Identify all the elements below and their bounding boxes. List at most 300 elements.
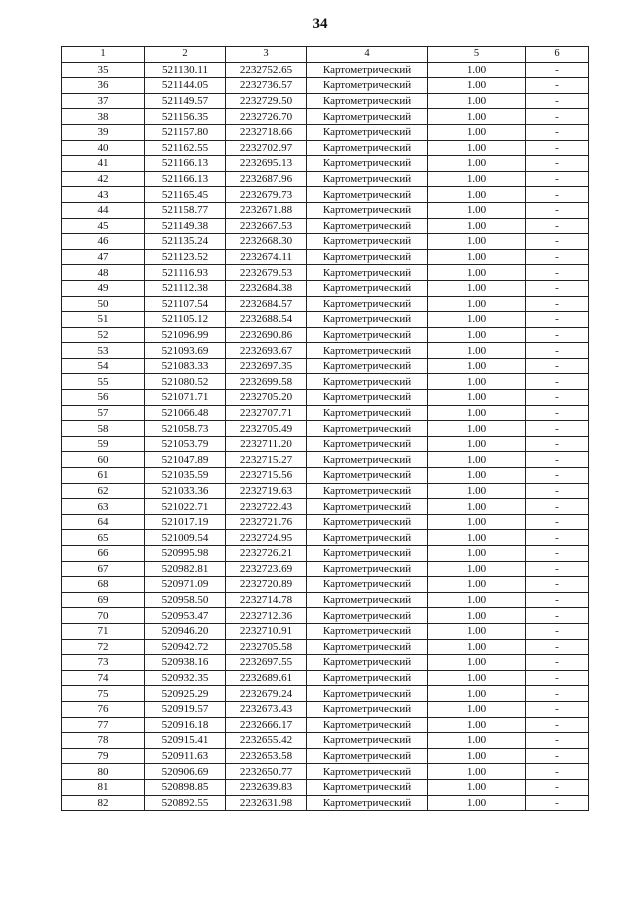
cell-point-number: 46 xyxy=(62,234,145,250)
cell-coord-y: 2232705.58 xyxy=(226,639,307,655)
cell-point-number: 50 xyxy=(62,296,145,312)
cell-note: - xyxy=(526,639,589,655)
cell-accuracy: 1.00 xyxy=(428,764,526,780)
cell-accuracy: 1.00 xyxy=(428,639,526,655)
cell-accuracy: 1.00 xyxy=(428,280,526,296)
cell-method: Картометрический xyxy=(307,514,428,530)
table-row xyxy=(62,374,589,390)
cell-coord-y: 2232693.67 xyxy=(226,343,307,359)
cell-coord-y: 2232707.71 xyxy=(226,405,307,421)
cell-accuracy: 1.00 xyxy=(428,405,526,421)
cell-note: - xyxy=(526,514,589,530)
cell-coord-y: 2232679.24 xyxy=(226,686,307,702)
table-row xyxy=(62,483,589,499)
cell-note: - xyxy=(526,156,589,172)
cell-note: - xyxy=(526,701,589,717)
cell-coord-x: 521053.79 xyxy=(145,436,226,452)
cell-coord-x: 521071.71 xyxy=(145,390,226,406)
cell-accuracy: 1.00 xyxy=(428,171,526,187)
cell-accuracy: 1.00 xyxy=(428,499,526,515)
table-row xyxy=(62,358,589,374)
cell-accuracy: 1.00 xyxy=(428,546,526,562)
table-row xyxy=(62,78,589,94)
cell-coord-y: 2232705.49 xyxy=(226,421,307,437)
cell-note: - xyxy=(526,109,589,125)
cell-coord-x: 521158.77 xyxy=(145,202,226,218)
cell-accuracy: 1.00 xyxy=(428,343,526,359)
cell-method: Картометрический xyxy=(307,234,428,250)
column-header-3: 3 xyxy=(226,47,307,63)
cell-note: - xyxy=(526,577,589,593)
cell-point-number: 70 xyxy=(62,608,145,624)
cell-method: Картометрический xyxy=(307,639,428,655)
table-row xyxy=(62,748,589,764)
cell-accuracy: 1.00 xyxy=(428,436,526,452)
cell-note: - xyxy=(526,62,589,78)
cell-point-number: 36 xyxy=(62,78,145,94)
cell-accuracy: 1.00 xyxy=(428,202,526,218)
cell-coord-y: 2232695.13 xyxy=(226,156,307,172)
table-row xyxy=(62,592,589,608)
cell-accuracy: 1.00 xyxy=(428,234,526,250)
table-row xyxy=(62,764,589,780)
cell-point-number: 51 xyxy=(62,312,145,328)
cell-coord-y: 2232714.78 xyxy=(226,592,307,608)
cell-method: Картометрический xyxy=(307,468,428,484)
cell-coord-y: 2232666.17 xyxy=(226,717,307,733)
cell-coord-x: 521144.05 xyxy=(145,78,226,94)
cell-accuracy: 1.00 xyxy=(428,312,526,328)
cell-method: Картометрический xyxy=(307,171,428,187)
cell-coord-y: 2232719.63 xyxy=(226,483,307,499)
cell-accuracy: 1.00 xyxy=(428,795,526,811)
cell-method: Картометрический xyxy=(307,390,428,406)
cell-note: - xyxy=(526,717,589,733)
cell-accuracy: 1.00 xyxy=(428,701,526,717)
cell-note: - xyxy=(526,327,589,343)
cell-coord-x: 521083.33 xyxy=(145,358,226,374)
cell-method: Картометрический xyxy=(307,187,428,203)
cell-coord-x: 520915.41 xyxy=(145,733,226,749)
cell-note: - xyxy=(526,436,589,452)
table-row xyxy=(62,202,589,218)
cell-coord-y: 2232705.20 xyxy=(226,390,307,406)
cell-accuracy: 1.00 xyxy=(428,655,526,671)
cell-coord-x: 521157.80 xyxy=(145,124,226,140)
cell-note: - xyxy=(526,608,589,624)
cell-method: Картометрический xyxy=(307,701,428,717)
cell-method: Картометрический xyxy=(307,764,428,780)
table-row xyxy=(62,390,589,406)
cell-accuracy: 1.00 xyxy=(428,514,526,530)
cell-method: Картометрический xyxy=(307,733,428,749)
cell-coord-x: 521066.48 xyxy=(145,405,226,421)
table-row xyxy=(62,234,589,250)
column-header-1: 1 xyxy=(62,47,145,63)
cell-method: Картометрический xyxy=(307,436,428,452)
cell-method: Картометрический xyxy=(307,218,428,234)
cell-coord-y: 2232726.21 xyxy=(226,546,307,562)
coordinates-table xyxy=(61,46,589,811)
cell-coord-y: 2232752.65 xyxy=(226,62,307,78)
cell-accuracy: 1.00 xyxy=(428,530,526,546)
cell-coord-x: 521033.36 xyxy=(145,483,226,499)
table-row xyxy=(62,655,589,671)
table-row xyxy=(62,296,589,312)
cell-point-number: 74 xyxy=(62,670,145,686)
cell-point-number: 62 xyxy=(62,483,145,499)
cell-method: Картометрический xyxy=(307,296,428,312)
table-row xyxy=(62,452,589,468)
cell-accuracy: 1.00 xyxy=(428,187,526,203)
cell-accuracy: 1.00 xyxy=(428,577,526,593)
cell-accuracy: 1.00 xyxy=(428,390,526,406)
cell-note: - xyxy=(526,234,589,250)
cell-coord-y: 2232655.42 xyxy=(226,733,307,749)
cell-coord-x: 520932.35 xyxy=(145,670,226,686)
cell-coord-y: 2232679.53 xyxy=(226,265,307,281)
cell-note: - xyxy=(526,546,589,562)
cell-coord-y: 2232688.54 xyxy=(226,312,307,328)
cell-method: Картометрический xyxy=(307,577,428,593)
table-row xyxy=(62,686,589,702)
cell-note: - xyxy=(526,265,589,281)
table-row xyxy=(62,577,589,593)
cell-coord-y: 2232639.83 xyxy=(226,779,307,795)
cell-coord-x: 521166.13 xyxy=(145,156,226,172)
cell-note: - xyxy=(526,140,589,156)
table-row xyxy=(62,623,589,639)
cell-method: Картометрический xyxy=(307,608,428,624)
cell-coord-y: 2232715.27 xyxy=(226,452,307,468)
cell-point-number: 55 xyxy=(62,374,145,390)
cell-method: Картометрический xyxy=(307,405,428,421)
cell-point-number: 61 xyxy=(62,468,145,484)
cell-point-number: 58 xyxy=(62,421,145,437)
cell-accuracy: 1.00 xyxy=(428,296,526,312)
cell-accuracy: 1.00 xyxy=(428,608,526,624)
cell-note: - xyxy=(526,452,589,468)
column-header-2: 2 xyxy=(145,47,226,63)
cell-coord-y: 2232726.70 xyxy=(226,109,307,125)
cell-coord-y: 2232690.86 xyxy=(226,327,307,343)
table-row xyxy=(62,187,589,203)
cell-note: - xyxy=(526,374,589,390)
cell-coord-y: 2232721.76 xyxy=(226,514,307,530)
cell-note: - xyxy=(526,421,589,437)
cell-method: Картометрический xyxy=(307,312,428,328)
cell-coord-x: 521149.38 xyxy=(145,218,226,234)
table-row xyxy=(62,312,589,328)
cell-note: - xyxy=(526,592,589,608)
table-row xyxy=(62,701,589,717)
cell-coord-x: 520911.63 xyxy=(145,748,226,764)
cell-coord-y: 2232650.77 xyxy=(226,764,307,780)
cell-coord-x: 521123.52 xyxy=(145,249,226,265)
table-row xyxy=(62,468,589,484)
cell-method: Картометрический xyxy=(307,561,428,577)
cell-coord-y: 2232671.88 xyxy=(226,202,307,218)
cell-method: Картометрический xyxy=(307,358,428,374)
cell-point-number: 38 xyxy=(62,109,145,125)
cell-accuracy: 1.00 xyxy=(428,327,526,343)
cell-method: Картометрический xyxy=(307,499,428,515)
cell-accuracy: 1.00 xyxy=(428,421,526,437)
cell-coord-y: 2232667.53 xyxy=(226,218,307,234)
cell-note: - xyxy=(526,171,589,187)
table-row xyxy=(62,436,589,452)
cell-coord-x: 521047.89 xyxy=(145,452,226,468)
cell-coord-x: 521116.93 xyxy=(145,265,226,281)
cell-note: - xyxy=(526,280,589,296)
cell-coord-x: 520925.29 xyxy=(145,686,226,702)
cell-point-number: 56 xyxy=(62,390,145,406)
table-row xyxy=(62,405,589,421)
column-header-6: 6 xyxy=(526,47,589,63)
cell-coord-x: 521162.55 xyxy=(145,140,226,156)
cell-note: - xyxy=(526,296,589,312)
cell-method: Картометрический xyxy=(307,93,428,109)
table-row xyxy=(62,779,589,795)
cell-coord-y: 2232674.11 xyxy=(226,249,307,265)
table-row xyxy=(62,608,589,624)
table-row xyxy=(62,124,589,140)
cell-note: - xyxy=(526,405,589,421)
table-row xyxy=(62,140,589,156)
cell-method: Картометрический xyxy=(307,109,428,125)
cell-point-number: 37 xyxy=(62,93,145,109)
cell-accuracy: 1.00 xyxy=(428,686,526,702)
table-row xyxy=(62,109,589,125)
cell-accuracy: 1.00 xyxy=(428,670,526,686)
cell-point-number: 64 xyxy=(62,514,145,530)
cell-coord-x: 521112.38 xyxy=(145,280,226,296)
cell-point-number: 45 xyxy=(62,218,145,234)
cell-point-number: 69 xyxy=(62,592,145,608)
cell-point-number: 75 xyxy=(62,686,145,702)
cell-coord-y: 2232723.69 xyxy=(226,561,307,577)
cell-coord-y: 2232673.43 xyxy=(226,701,307,717)
cell-point-number: 52 xyxy=(62,327,145,343)
table-row xyxy=(62,546,589,562)
cell-point-number: 48 xyxy=(62,265,145,281)
table-row xyxy=(62,639,589,655)
table-row xyxy=(62,218,589,234)
table-header-row xyxy=(62,47,589,63)
cell-point-number: 39 xyxy=(62,124,145,140)
cell-accuracy: 1.00 xyxy=(428,468,526,484)
cell-note: - xyxy=(526,779,589,795)
table-row xyxy=(62,249,589,265)
cell-method: Картометрический xyxy=(307,374,428,390)
cell-accuracy: 1.00 xyxy=(428,374,526,390)
cell-method: Картометрический xyxy=(307,78,428,94)
cell-accuracy: 1.00 xyxy=(428,358,526,374)
cell-point-number: 53 xyxy=(62,343,145,359)
cell-accuracy: 1.00 xyxy=(428,218,526,234)
table-row xyxy=(62,327,589,343)
cell-coord-x: 520958.50 xyxy=(145,592,226,608)
cell-coord-y: 2232722.43 xyxy=(226,499,307,515)
cell-coord-y: 2232653.58 xyxy=(226,748,307,764)
cell-coord-y: 2232711.20 xyxy=(226,436,307,452)
table-row xyxy=(62,280,589,296)
cell-coord-y: 2232668.30 xyxy=(226,234,307,250)
cell-method: Картометрический xyxy=(307,202,428,218)
cell-point-number: 59 xyxy=(62,436,145,452)
cell-accuracy: 1.00 xyxy=(428,93,526,109)
cell-coord-x: 521135.24 xyxy=(145,234,226,250)
cell-accuracy: 1.00 xyxy=(428,748,526,764)
cell-coord-x: 521035.59 xyxy=(145,468,226,484)
cell-point-number: 63 xyxy=(62,499,145,515)
cell-note: - xyxy=(526,623,589,639)
cell-method: Картометрический xyxy=(307,421,428,437)
cell-note: - xyxy=(526,686,589,702)
table-row xyxy=(62,795,589,811)
column-header-5: 5 xyxy=(428,47,526,63)
cell-method: Картометрический xyxy=(307,62,428,78)
cell-coord-x: 521130.11 xyxy=(145,62,226,78)
cell-note: - xyxy=(526,312,589,328)
cell-method: Картометрический xyxy=(307,124,428,140)
cell-coord-x: 520898.85 xyxy=(145,779,226,795)
cell-accuracy: 1.00 xyxy=(428,733,526,749)
cell-note: - xyxy=(526,343,589,359)
cell-coord-x: 521017.19 xyxy=(145,514,226,530)
cell-point-number: 73 xyxy=(62,655,145,671)
cell-note: - xyxy=(526,124,589,140)
cell-point-number: 72 xyxy=(62,639,145,655)
table-row xyxy=(62,156,589,172)
cell-point-number: 35 xyxy=(62,62,145,78)
cell-method: Картометрический xyxy=(307,686,428,702)
table-row xyxy=(62,93,589,109)
cell-note: - xyxy=(526,530,589,546)
cell-note: - xyxy=(526,561,589,577)
cell-note: - xyxy=(526,468,589,484)
cell-coord-x: 521107.54 xyxy=(145,296,226,312)
cell-method: Картометрический xyxy=(307,655,428,671)
cell-coord-x: 520938.16 xyxy=(145,655,226,671)
cell-note: - xyxy=(526,78,589,94)
cell-method: Картометрический xyxy=(307,717,428,733)
cell-method: Картометрический xyxy=(307,748,428,764)
cell-note: - xyxy=(526,499,589,515)
cell-method: Картометрический xyxy=(307,280,428,296)
cell-coord-x: 520971.09 xyxy=(145,577,226,593)
cell-point-number: 44 xyxy=(62,202,145,218)
table-row xyxy=(62,670,589,686)
cell-coord-y: 2232724.95 xyxy=(226,530,307,546)
cell-method: Картометрический xyxy=(307,140,428,156)
table-row xyxy=(62,62,589,78)
cell-coord-y: 2232699.58 xyxy=(226,374,307,390)
cell-coord-y: 2232702.97 xyxy=(226,140,307,156)
cell-coord-y: 2232712.36 xyxy=(226,608,307,624)
cell-accuracy: 1.00 xyxy=(428,140,526,156)
cell-note: - xyxy=(526,218,589,234)
cell-method: Картометрический xyxy=(307,779,428,795)
cell-note: - xyxy=(526,202,589,218)
table-row xyxy=(62,530,589,546)
cell-accuracy: 1.00 xyxy=(428,78,526,94)
cell-coord-x: 521080.52 xyxy=(145,374,226,390)
cell-method: Картометрический xyxy=(307,265,428,281)
cell-coord-y: 2232687.96 xyxy=(226,171,307,187)
cell-point-number: 80 xyxy=(62,764,145,780)
cell-accuracy: 1.00 xyxy=(428,592,526,608)
cell-note: - xyxy=(526,390,589,406)
cell-method: Картометрический xyxy=(307,327,428,343)
cell-point-number: 81 xyxy=(62,779,145,795)
cell-coord-y: 2232718.66 xyxy=(226,124,307,140)
cell-point-number: 78 xyxy=(62,733,145,749)
cell-point-number: 42 xyxy=(62,171,145,187)
cell-method: Картометрический xyxy=(307,546,428,562)
cell-accuracy: 1.00 xyxy=(428,561,526,577)
cell-accuracy: 1.00 xyxy=(428,717,526,733)
cell-coord-x: 520982.81 xyxy=(145,561,226,577)
table-row xyxy=(62,421,589,437)
table-row xyxy=(62,717,589,733)
cell-point-number: 76 xyxy=(62,701,145,717)
cell-note: - xyxy=(526,187,589,203)
table-row xyxy=(62,561,589,577)
cell-point-number: 43 xyxy=(62,187,145,203)
cell-point-number: 77 xyxy=(62,717,145,733)
cell-point-number: 67 xyxy=(62,561,145,577)
cell-method: Картометрический xyxy=(307,530,428,546)
page-number: 34 xyxy=(312,16,328,32)
cell-point-number: 60 xyxy=(62,452,145,468)
cell-coord-x: 520946.20 xyxy=(145,623,226,639)
cell-coord-y: 2232684.57 xyxy=(226,296,307,312)
cell-coord-x: 520906.69 xyxy=(145,764,226,780)
table-row xyxy=(62,733,589,749)
cell-note: - xyxy=(526,249,589,265)
cell-note: - xyxy=(526,733,589,749)
cell-coord-y: 2232736.57 xyxy=(226,78,307,94)
table-row xyxy=(62,343,589,359)
cell-coord-x: 521105.12 xyxy=(145,312,226,328)
cell-coord-y: 2232679.73 xyxy=(226,187,307,203)
cell-point-number: 68 xyxy=(62,577,145,593)
cell-point-number: 57 xyxy=(62,405,145,421)
cell-accuracy: 1.00 xyxy=(428,156,526,172)
table-row xyxy=(62,499,589,515)
cell-method: Картометрический xyxy=(307,452,428,468)
cell-point-number: 41 xyxy=(62,156,145,172)
cell-coord-x: 521022.71 xyxy=(145,499,226,515)
cell-accuracy: 1.00 xyxy=(428,249,526,265)
cell-note: - xyxy=(526,795,589,811)
column-header-4: 4 xyxy=(307,47,428,63)
cell-coord-y: 2232689.61 xyxy=(226,670,307,686)
cell-accuracy: 1.00 xyxy=(428,124,526,140)
cell-coord-y: 2232720.89 xyxy=(226,577,307,593)
cell-method: Картометрический xyxy=(307,343,428,359)
cell-point-number: 79 xyxy=(62,748,145,764)
cell-accuracy: 1.00 xyxy=(428,265,526,281)
cell-coord-y: 2232697.35 xyxy=(226,358,307,374)
cell-point-number: 40 xyxy=(62,140,145,156)
table-row xyxy=(62,514,589,530)
cell-note: - xyxy=(526,764,589,780)
cell-method: Картометрический xyxy=(307,156,428,172)
cell-coord-x: 521093.69 xyxy=(145,343,226,359)
cell-coord-x: 520892.55 xyxy=(145,795,226,811)
